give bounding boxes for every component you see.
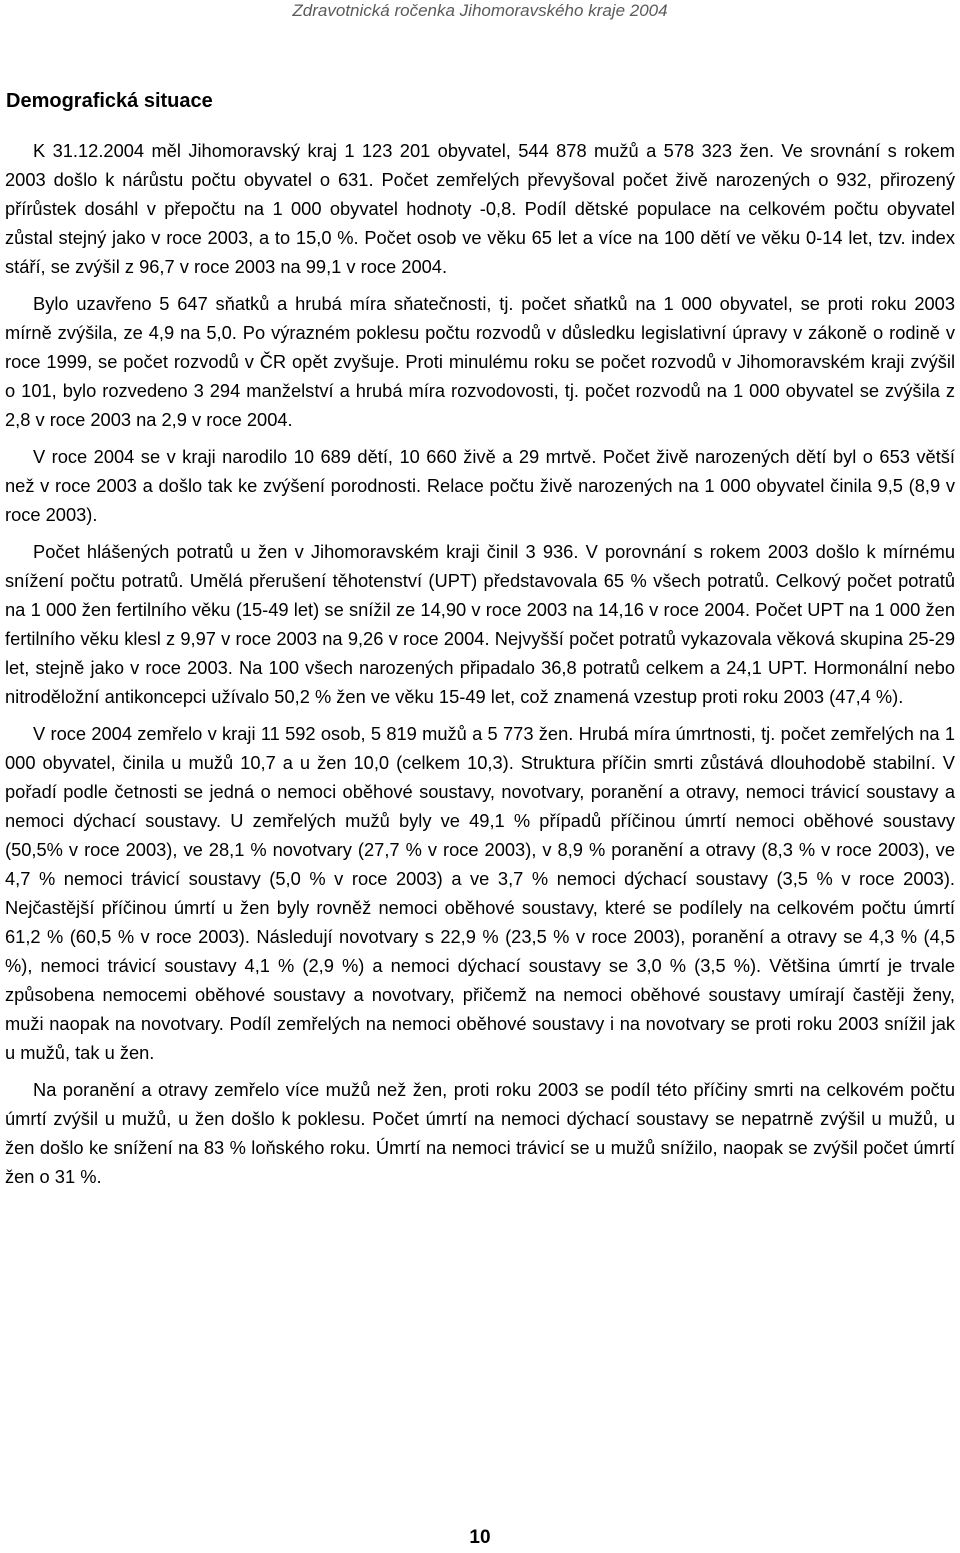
paragraph-births: V roce 2004 se v kraji narodilo 10 689 dětí, 10 660 živě a 29 mrtvě. Počet živě narozených dětí byl o 653 větší než v roce 2003 a došlo tak ke zvýšení porodnosti. Relace počtu živě narozených na 1 000 obyvatel činila 9,5 (8,9 v roce 2003). xyxy=(5,446,955,525)
paragraph-marriages-divorces: Bylo uzavřeno 5 647 sňatků a hrubá míra sňatečnosti, tj. počet sňatků na 1 000 obyvatel, se proti roku 2003 mírně zvýšila, ze 4,9 na 5,0. Po výrazném poklesu počtu rozvodů v důsledku legislativní úpravy v zákoně o rodině v roce 1999, se počet rozvodů v ČR opět zvyšuje. Proti minulému roku se počet rozvodů v Jihomoravském kraji zvýšil o 101, bylo rozvedeno 3 294 manželství a hrubá míra rozvodovosti, tj. počet rozvodů na 1 000 obyvatel se zvýšila z 2,8 v roce 2003 na 2,9 v roce 2004. xyxy=(5,293,955,430)
body-text xyxy=(5,136,955,1199)
paragraph-mortality: V roce 2004 zemřelo v kraji 11 592 osob, 5 819 mužů a 5 773 žen. Hrubá míra úmrtnosti, tj. počet zemřelých na 1 000 obyvatel, činila u mužů 10,7 a u žen 10,0 (celkem 10,3). Struktura příčin smrti zůstává dlouhodobě stabilní. V pořadí podle četnosti se jedná o nemoci oběhové soustavy, novotvary, poranění a otravy, nemoci trávicí soustavy a nemoci dýchací soustavy. U zemřelých mužů byly ve 49,1 % případů příčinou úmrtí nemoci oběhové soustavy (50,5% v roce 2003), ve 28,1 % novotvary (27,7 % v roce 2003), v 8,9 % poranění a otravy (8,3 % v roce 2003), ve 4,7 % nemoci trávicí soustavy (5,0 % v roce 2003) a ve 3,7 % nemoci dýchací soustavy (3,5 % v roce 2003). Nejčastější příčinou úmrtí u žen byly rovněž nemoci oběhové soustavy, které se podílely na celkovém počtu úmrtí 61,2 % (60,5 % v roce 2003). Následují novotvary s 22,9 % (23,5 % v roce 2003), poranění a otravy se 4,3 % (4,5 %), nemoci trávicí soustavy 4,1 % (2,9 %) a nemoci dýchací soustavy se 3,0 % (3,5 %). Většina úmrtí je trvale způsobena nemocemi oběhové soustavy a novotvary, přičemž na nemoci oběhové soustavy umírají častěji ženy, muži naopak na novotvary. Podíl zemřelých na nemoci oběhové soustavy i na novotvary se proti roku 2003 snížil jak u mužů, tak u žen. xyxy=(5,723,955,1063)
paragraph-abortions: Počet hlášených potratů u žen v Jihomoravském kraji činil 3 936. V porovnání s rokem 2003 došlo k mírnému snížení počtu potratů. Umělá přerušení těhotenství (UPT) představovala 65 % všech potratů. Celkový počet potratů na 1 000 žen fertilního věku (15-49 let) se snížil ze 14,90 v roce 2003 na 14,16 v roce 2004. Počet UPT na 1 000 žen fertilního věku klesl z 9,97 v roce 2003 na 9,26 v roce 2004. Nejvyšší počet potratů vykazovala věková skupina 25-29 let, stejně jako v roce 2003. Na 100 všech narozených připadalo 36,8 potratů celkem a 24,1 UPT. Hormonální nebo nitroděložní antikoncepci užívalo 50,2 % žen ve věku 15-49 let, což znamená vzestup proti roku 2003 (47,4 %). xyxy=(5,541,955,707)
running-header: Zdravotnická ročenka Jihomoravského kraje 2004 xyxy=(292,1,668,20)
paragraph-injuries: Na poranění a otravy zemřelo více mužů než žen, proti roku 2003 se podíl této příčiny smrti na celkovém počtu úmrtí zvýšil u mužů, u žen došlo k poklesu. Počet úmrtí na nemoci dýchací soustavy se nepatrně zvýšil u mužů, u žen došlo ke snížení na 83 % loňského roku. Úmrtí na nemoci trávicí se u mužů snížilo, naopak se zvýšil počet úmrtí žen o 31 %. xyxy=(5,1079,955,1187)
page-number: 10 xyxy=(469,1527,491,1548)
section-title: Demografická situace xyxy=(6,90,213,112)
paragraph-population: K 31.12.2004 měl Jihomoravský kraj 1 123 201 obyvatel, 544 878 mužů a 578 323 žen. Ve srovnání s rokem 2003 došlo k nárůstu počtu obyvatel o 631. Počet zemřelých převyšoval počet živě narozených o 932, přirozený přírůstek dosáhl v přepočtu na 1 000 obyvatel hodnoty -0,8. Podíl dětské populace na celkovém počtu obyvatel zůstal stejný jako v roce 2003, a to 15,0 %. Počet osob ve věku 65 let a více na 100 dětí ve věku 0-14 let, tzv. index stáří, se zvýšil z 96,7 v roce 2003 na 99,1 v roce 2004. xyxy=(5,140,955,277)
